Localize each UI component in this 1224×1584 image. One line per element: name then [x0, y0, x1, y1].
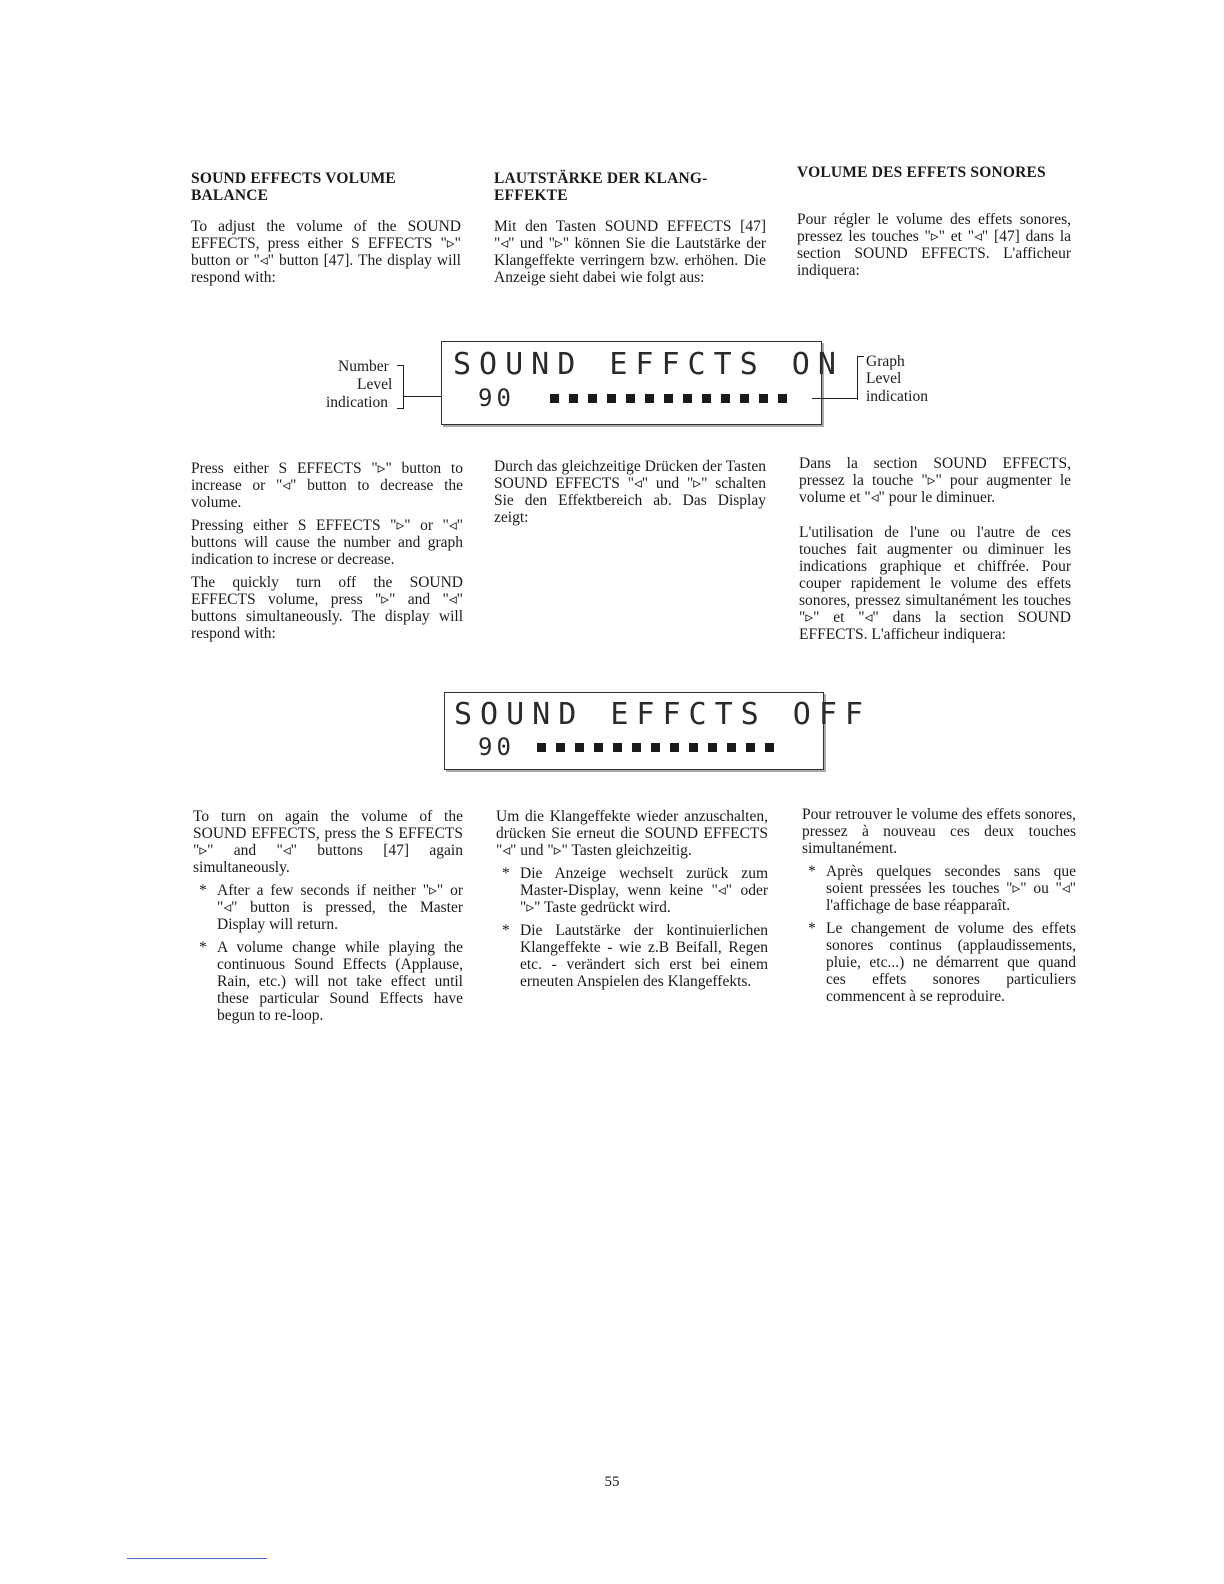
bullet-en-1-text: After a few seconds if neither "▹" or "◃" button is pressed, the Master Display will return. [217, 882, 463, 933]
col-en-mid [191, 460, 463, 648]
col-de-mid [494, 458, 766, 532]
level-block [613, 743, 622, 752]
heading-en: SOUND EFFECTS VOLUME BALANCE [191, 170, 396, 204]
level-block [746, 743, 755, 752]
bullet-star: * [502, 865, 510, 882]
level-block [645, 394, 654, 403]
bracket-right-top [857, 356, 864, 357]
col-fr-mid [799, 455, 1071, 649]
text-de-top: Mit den Tasten SOUND EFFECTS [47] "◃" und "▹" können Sie die Lautstärke der Klangeffekte verringern bzw. erhöhen. Die Anzeige sieht dabei wie folgt aus: [494, 218, 766, 286]
level-block [702, 394, 711, 403]
text-en-bottom: To turn on again the volume of the SOUND EFFECTS, press the S EFFECTS "▹" and "◃" buttons [47] again simultaneously. [193, 808, 463, 876]
text-fr-bottom: Pour retrouver le volume des effets sonores, pressez à nouveau ces deux touches simultanément. [802, 806, 1076, 857]
heading-de: LAUTSTÄRKE DER KLANG-EFFEKTE [494, 170, 708, 204]
bullet-en-2-text: A volume change while playing the continuous Sound Effects (Applause, Rain, etc.) will not take effect until these particular Sound Effects have begun to re-loop. [217, 939, 463, 1024]
lcd-display-on [441, 341, 844, 425]
label-level-left: Level [357, 376, 393, 393]
level-block [708, 743, 717, 752]
text-de-mid-1: Durch das gleichzeitige Drücken der Tasten SOUND EFFECTS "◃" und "▹" schalten Sie den Effektbereich ab. Das Display zeigt: [494, 458, 766, 526]
page-number: 55 [604, 1474, 620, 1490]
bracket-left [403, 365, 404, 409]
level-block [537, 743, 546, 752]
text-fr-mid-1: Dans la section SOUND EFFECTS, pressez la touche "▹" pour augmenter le volume et "◃" pour le diminuer. [799, 455, 1071, 506]
level-block [689, 743, 698, 752]
footer-rule [127, 1558, 267, 1559]
col-de-top [494, 170, 766, 292]
lcd-line1-on: SOUND EFFCTS ON [453, 347, 844, 382]
text-fr-top: Pour régler le volume des effets sonores, pressez les touches "▹" et "◃" [47] dans la section SOUND EFFECTS. L'afficheur indiquera: [797, 211, 1071, 279]
col-fr-top [797, 164, 1071, 285]
level-block [550, 394, 559, 403]
col-en-bottom [193, 808, 463, 1030]
bracket-left-top [397, 365, 404, 366]
col-fr-bottom [802, 806, 1076, 1011]
text-en-mid-2: Pressing either S EFFECTS "▹" or "◃" buttons will cause the number and graph indication to increse or decrease. [191, 517, 463, 568]
level-block [765, 743, 774, 752]
level-block [778, 394, 787, 403]
label-indication-right: indication [866, 388, 928, 405]
label-graph: Graph [866, 353, 905, 370]
bullet-de-1 [496, 865, 768, 916]
bullet-fr-1-text: Après quelques secondes sans que soient pressées les touches "▹" ou "◃" l'affichage de base réapparaît. [826, 863, 1076, 914]
text-en-top: To adjust the volume of the SOUND EFFECTS, press either S EFFECTS "▹" button or "◃" button [47]. The display will respond with: [191, 218, 461, 286]
label-indication-left: indication [326, 394, 388, 411]
lcd-display-off [444, 692, 871, 770]
label-level-right: Level [866, 370, 902, 387]
level-graph-on [550, 394, 787, 403]
level-block [556, 743, 565, 752]
level-block [626, 394, 635, 403]
bullet-de-2 [496, 922, 768, 990]
bullet-de-1-text: Die Anzeige wechselt zurück zum Master-Display, wenn keine "◃" oder "▹" Taste gedrückt wird. [520, 865, 768, 916]
level-block [740, 394, 749, 403]
bullet-star: * [199, 939, 207, 956]
text-fr-mid-2: L'utilisation de l'une ou l'autre de ces touches fait augmenter ou diminuer les indications graphique et chiffrée. Pour couper rapidement le volume des effets sonores, pressez simultanément les touches "▹" et "◃" dans la section SOUND EFFECTS. L'afficheur indiquera: [799, 524, 1071, 643]
bullet-fr-1 [802, 863, 1076, 914]
bullet-fr-2-text: Le changement de volume des effets sonores continus (applaudissements, pluie, etc...) ne démarrent que quand ces effets sonores particuliers commencent à se reproduire. [826, 920, 1076, 1005]
label-number: Number [338, 358, 389, 375]
bullet-fr-2 [802, 920, 1076, 1005]
level-graph-off [537, 743, 774, 752]
lcd-number-off: 90 [478, 733, 515, 761]
lcd-line1-off: SOUND EFFCTS OFF [454, 697, 871, 732]
level-block [575, 743, 584, 752]
heading-fr: VOLUME DES EFFETS SONORES [797, 164, 1046, 181]
bracket-right [857, 356, 858, 400]
level-block [683, 394, 692, 403]
bullet-star: * [199, 882, 207, 899]
level-block [569, 394, 578, 403]
level-block [727, 743, 736, 752]
level-block [594, 743, 603, 752]
bullet-star: * [808, 920, 816, 937]
bullet-en-2 [193, 939, 463, 1024]
text-en-mid-1: Press either S EFFECTS "▹" button to increase or "◃" button to decrease the volume. [191, 460, 463, 511]
bullet-star: * [808, 863, 816, 880]
level-block [759, 394, 768, 403]
pointer-right [812, 398, 858, 399]
level-block [670, 743, 679, 752]
level-block [607, 394, 616, 403]
level-block [651, 743, 660, 752]
lcd-number-on: 90 [478, 384, 515, 412]
bullet-en-1 [193, 882, 463, 933]
col-en-top [191, 170, 461, 292]
bracket-left-bottom [397, 408, 404, 409]
level-block [588, 394, 597, 403]
text-de-bottom: Um die Klangeffekte wieder anzuschalten, drücken Sie erneut die SOUND EFFECTS "◃" und "▹" Tasten gleichzeitig. [496, 808, 768, 859]
col-de-bottom [496, 808, 768, 996]
level-block [664, 394, 673, 403]
level-block [721, 394, 730, 403]
level-block [632, 743, 641, 752]
bullet-star: * [502, 922, 510, 939]
bullet-de-2-text: Die Lautstärke der kontinuierlichen Klangeffekte - wie z.B Beifall, Regen etc. - verändert sich erst bei einem erneuten Anspielen des Klangeffekts. [520, 922, 768, 990]
text-en-mid-3: The quickly turn off the SOUND EFFECTS volume, press "▹" and "◃" buttons simultaneously. The display will respond with: [191, 574, 463, 642]
